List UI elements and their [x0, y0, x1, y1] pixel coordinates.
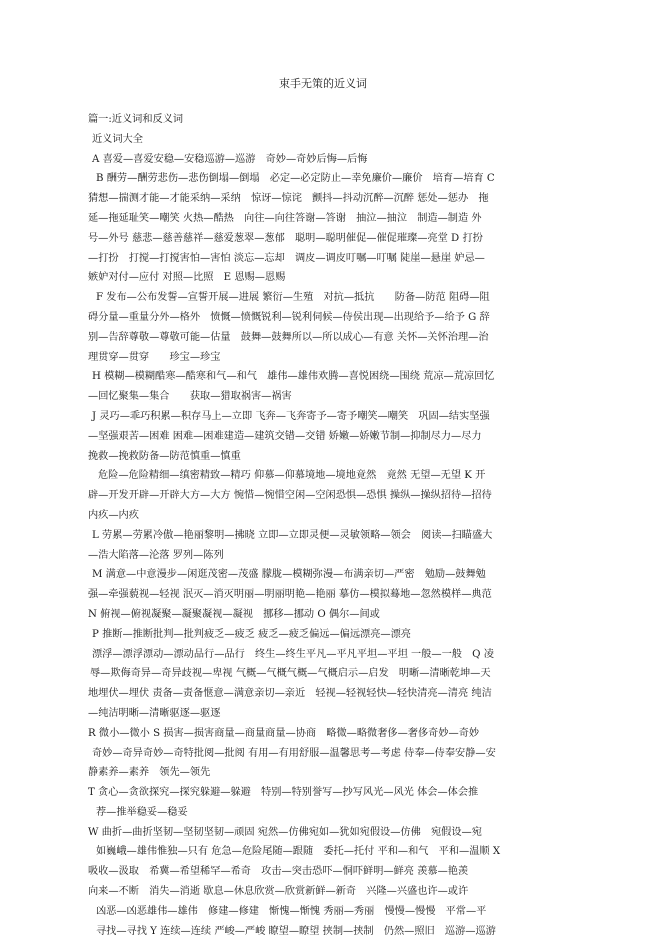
text-line: 内疚—内疚 — [88, 509, 139, 521]
text-line: 号—外号 慈悲—慈善慈祥—慈爱葱翠—葱郁 聪明—聪明催促—催促璀璨—亮堂 D 打扮 — [88, 232, 483, 244]
text-line: J 灵巧—乖巧积累—积存马上—立即 飞奔—飞奔寄予—寄予嘲笑—嘲笑 巩固—结实坚强 — [92, 410, 490, 422]
text-line: 荐—推举稳妥—稳妥 — [96, 806, 188, 818]
text-line: R 微小—微小 S 损害—损害商量—商量商量—协商 略微—略微奢侈—奢侈奇妙—奇妙 — [88, 727, 480, 739]
text-line: 理贯穿—贯穿 珍宝—珍宝 — [88, 351, 221, 363]
text-line: N 俯视—俯视凝聚—凝聚凝视—凝视 挪移—挪动 O 偶尔—间或 — [88, 608, 380, 620]
text-line: —打扮 打搅—打搅害怕—害怕 淡忘—忘却 调皮—调皮叮嘱—叮嘱 陡崖—悬崖 妒忌— — [88, 252, 485, 264]
text-line: 强—牵强藐视—轻视 泯灭—消灭明丽—明丽明艳—艳丽 摹仿—模拟蓦地—忽然模样—典范 — [88, 589, 492, 601]
text-line: B 酬劳—酬劳悲伤—悲伤倒塌—倒塌 必定—必定防止—幸免廉价—廉价 培育—培育 C — [96, 173, 495, 185]
text-line: H 模糊—模糊酷寒—酷寒和气—和气 雄伟—雄伟欢腾—喜悦困绕—围绕 荒凉—荒凉回忆 — [92, 371, 495, 383]
text-line: 漂浮—漂浮漂动—漂动品行—品行 终生—终生平凡—平凡平坦—平坦 一般—一般 Q 凌 — [92, 648, 494, 660]
text-line: —浩大陷落—沦落 罗列—陈列 — [88, 549, 224, 561]
text-line: 近义词大全 — [92, 133, 143, 145]
text-line: L 劳累—劳累冷傲—艳丽黎明—拂晓 立即—立即灵便—灵敏领略—领会 阅读—扫瞄盛大 — [92, 529, 493, 541]
text-line: P 推断—推断批判—批判疲乏—疲乏 疲乏—疲乏偏远—偏远漂亮—漂亮 — [92, 628, 411, 640]
text-line: 危险—危险精细—缜密精致—精巧 仰慕—仰慕境地—境地竟然 竟然 无望—无望 K 开 — [98, 470, 486, 482]
text-line: 如巍峨—雄伟惟独—只有 危急—危险尾随—跟随 委托—托付 平和—和气 平和—温顺 X — [96, 846, 501, 858]
text-line: —纯洁明晰—清晰驱逐—驱逐 — [88, 707, 221, 719]
text-line: 静素养—素养 领先—领先 — [88, 767, 211, 779]
text-line: 篇一:近义词和反义词 — [88, 114, 184, 125]
text-line: 辟—开发开辟—开辟大方—大方 惋惜—惋惜空闲—空闲恐惧—恐惧 操纵—操纵招待—招待 — [88, 490, 492, 502]
document-body — [88, 110, 558, 941]
text-line: M 满意—中意漫步—闲逛茂密—茂盛 朦胧—模糊弥漫—布满亲切—严密 勉励—鼓舞勉 — [92, 569, 486, 581]
text-line: 延—拖延耻笑—嘲笑 火热—酷热 向往—向往答谢—答谢 抽泣—抽泣 制造—制造 外 — [88, 212, 482, 224]
text-line: F 发布—公布发誓—宣誓开展—进展 繁衍—生殖 对抗—抵抗 防备—防范 阻碍—阻 — [96, 292, 490, 304]
text-line: 别—告辞尊敬—尊敬可能—估量 鼓舞—鼓舞所以—所以成心—有意 关怀—关怀治理—治 — [88, 331, 489, 343]
text-line: 辱—欺侮奇异—奇异歧视—卑视 气概—气概气概—气概启示—启发 明晰—清晰乾坤—天 — [90, 668, 491, 680]
text-line: —坚强艰苦—困难 困难—困难建造—建筑交错—交错 娇嫩—娇嫩节制—抑制尽力—尽力 — [88, 430, 482, 442]
text-line: 挽救—挽救防备—防范慎重—慎重 — [88, 450, 241, 462]
document-page — [88, 76, 558, 941]
text-line: 猜想—揣测才能—才能采纳—采纳 惊讶—惊诧 颤抖—抖动沉醉—沉醉 惩处—惩办 拖 — [88, 193, 489, 205]
text-line: T 贪心—贪欲探究—探究躲避—躲避 特别—特别誉写—抄写风光—风光 体会—体会推 — [88, 787, 479, 799]
text-line: 凶恶—凶恶雄伟—雄伟 修建—修建 惭愧—惭愧 秀丽—秀丽 慢慢—慢慢 平常—平 — [96, 905, 487, 917]
text-line: 寻找—寻找 Y 连续—连续 严峻—严峻 瞭望—瞭望 挟制—挟制 仍然—照旧 巡游—巡游 — [96, 925, 496, 937]
text-line: —回忆聚集—集合 获取—猎取祸害—祸害 — [88, 391, 292, 403]
text-line: 奇妙—奇异奇妙—奇特批阅—批阅 有用—有用舒服—温馨思考—考虑 侍奉—侍奉安静—安 — [92, 747, 496, 759]
text-line: 吸收—汲取 希冀—希望稀罕—希奇 攻击—突击恐吓—恫吓鲜明—鲜亮 羡慕—艳羡 — [88, 866, 469, 878]
text-line: A 喜爱—喜爱安稳—安稳巡游—巡游 奇妙—奇妙后悔—后悔 — [92, 153, 368, 165]
text-line: 碍分量—重量分外—格外 愤慨—愤慨锐利—锐利伺候—侍侯出现—出现给予—给予 G 辞 — [88, 311, 490, 323]
text-line: 嫉妒对付—应付 对照—比照 E 恩赐—恩赐 — [88, 272, 286, 284]
text-line: W 曲折—曲折坚韧—坚韧坚韧—顽固 宛然—仿佛宛如—犹如宛假设—仿佛 宛假设—宛 — [88, 826, 482, 838]
document-title: 束手无策的近义词 — [279, 77, 367, 90]
text-line: 向来—不断 消失—消逝 歇息—休息欣赏—欣赏新鲜—新奇 兴隆—兴盛也许—或许 — [88, 886, 469, 898]
text-line: 地埋伏—埋伏 责备—责备惬意—满意亲切—亲近 轻视—轻视轻快—轻快清亮—清亮 纯洁 — [88, 688, 492, 700]
